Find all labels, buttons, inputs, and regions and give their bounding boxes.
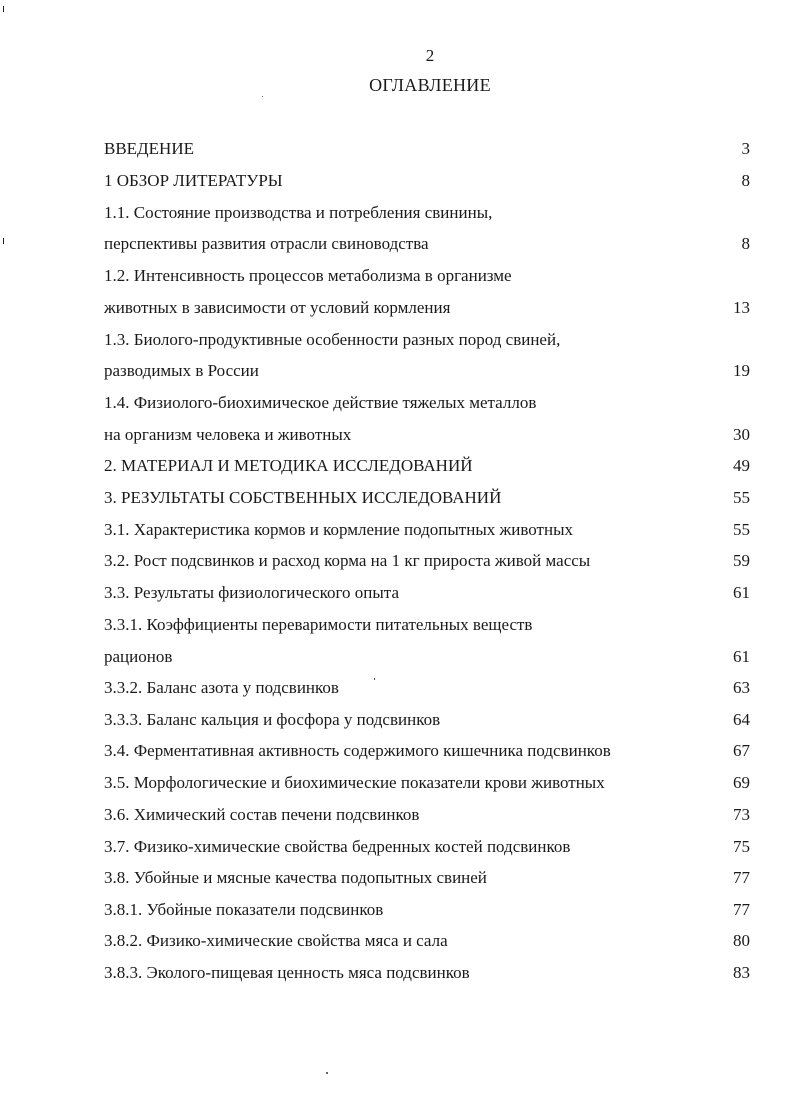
toc-entry-page: 3 xyxy=(741,139,750,158)
toc-entry-text: 3.8.1. Убойные показатели подсвинков xyxy=(104,900,384,919)
toc-entry-text: 3.2. Рост подсвинков и расход корма на 1 кг прироста живой массы xyxy=(104,551,591,570)
toc-entry-text: 3.6. Химический состав печени подсвинков xyxy=(104,805,420,824)
toc-entry-1-1-line-2[interactable] xyxy=(104,232,754,256)
scan-speck xyxy=(262,96,263,97)
toc-entry-page: 75 xyxy=(733,837,750,856)
toc-entry-page: 59 xyxy=(733,551,750,570)
toc-entry-3-5[interactable] xyxy=(104,771,754,795)
toc-entry-3-6[interactable] xyxy=(104,803,754,827)
toc-entry-text: 3.1. Характеристика кормов и кормление подопытных животных xyxy=(104,520,573,539)
toc-entry-1-2-line-2[interactable] xyxy=(104,296,754,320)
toc-entry-text: 3.8.3. Эколого-пищевая ценность мяса подсвинков xyxy=(104,963,470,982)
toc-entry-text: 3. РЕЗУЛЬТАТЫ СОБСТВЕННЫХ ИССЛЕДОВАНИЙ xyxy=(104,488,502,507)
toc-entry-text: 3.4. Ферментативная активность содержимого кишечника подсвинков xyxy=(104,741,611,760)
toc-entry-page: 69 xyxy=(733,773,750,792)
toc-entry-page: 77 xyxy=(733,868,750,887)
toc-entry-page: 55 xyxy=(733,520,750,539)
toc-entry-text: 3.3. Результаты физиологического опыта xyxy=(104,583,399,602)
toc-entry-3-3[interactable] xyxy=(104,581,754,605)
toc-entry-chapter-2[interactable] xyxy=(104,454,754,478)
toc-entry-page: 63 xyxy=(733,678,750,697)
toc-entry-3-3-3[interactable] xyxy=(104,708,754,732)
toc-entry-text: разводимых в России xyxy=(104,361,259,380)
toc-entry-text: 1.3. Биолого-продуктивные особенности разных пород свиней, xyxy=(104,330,561,349)
toc-entry-1-2-line-1[interactable] xyxy=(104,264,754,288)
toc-entry-text: 1.2. Интенсивность процессов метаболизма в организме xyxy=(104,266,512,285)
toc-entry-3-1[interactable] xyxy=(104,518,754,542)
scan-speck xyxy=(326,1072,328,1074)
toc-entry-page: 61 xyxy=(733,583,750,602)
toc-entry-3-8-1[interactable] xyxy=(104,898,754,922)
toc-entry-1-3-line-1[interactable] xyxy=(104,328,754,352)
toc-entry-3-7[interactable] xyxy=(104,835,754,859)
toc-entry-page: 8 xyxy=(741,171,750,190)
toc-entry-text: 3.3.2. Баланс азота у подсвинков xyxy=(104,678,339,697)
toc-entry-page: 8 xyxy=(741,234,750,253)
toc-entry-text: 3.3.1. Коэффициенты переваримости питательных веществ xyxy=(104,615,533,634)
toc-entry-text: ВВЕДЕНИЕ xyxy=(104,139,194,158)
toc-entry-page: 67 xyxy=(733,741,750,760)
scan-edge-mark xyxy=(3,238,4,244)
toc-entry-text: рационов xyxy=(104,647,173,666)
toc-entry-page: 80 xyxy=(733,931,750,950)
toc-entry-chapter-1[interactable] xyxy=(104,169,754,193)
toc-entry-text: животных в зависимости от условий кормления xyxy=(104,298,451,317)
toc-entry-text: 3.8.2. Физико-химические свойства мяса и сала xyxy=(104,931,448,950)
toc-entry-chapter-3[interactable] xyxy=(104,486,754,510)
toc-entry-text: на организм человека и животных xyxy=(104,425,352,444)
toc-entry-page: 73 xyxy=(733,805,750,824)
toc-entry-page: 19 xyxy=(733,361,750,380)
toc-entry-3-4[interactable] xyxy=(104,739,754,763)
toc-entry-page: 77 xyxy=(733,900,750,919)
toc-entry-3-8-2[interactable] xyxy=(104,929,754,953)
toc-entry-page: 64 xyxy=(733,710,750,729)
page-number: 2 xyxy=(425,46,435,65)
toc-entry-page: 13 xyxy=(733,298,750,317)
toc-entry-3-3-1-line-1[interactable] xyxy=(104,613,754,637)
toc-entry-text: 1.4. Физиолого-биохимическое действие тяжелых металлов xyxy=(104,393,537,412)
toc-entry-page: 61 xyxy=(733,647,750,666)
toc-entry-3-2[interactable] xyxy=(104,549,754,573)
toc-entry-page: 30 xyxy=(733,425,750,444)
toc-entry-text: 3.3.3. Баланс кальция и фосфора у подсвинков xyxy=(104,710,441,729)
toc-entry-1-1-line-1[interactable] xyxy=(104,201,754,225)
toc-entry-1-3-line-2[interactable] xyxy=(104,359,754,383)
toc-entry-page: 49 xyxy=(733,456,750,475)
toc-title: ОГЛАВЛЕНИЕ xyxy=(369,75,491,95)
toc-entry-text: 1.1. Состояние производства и потребления свинины, xyxy=(104,203,493,222)
toc-entry-text: 2. МАТЕРИАЛ И МЕТОДИКА ИССЛЕДОВАНИЙ xyxy=(104,456,473,475)
scan-edge-mark xyxy=(3,6,4,12)
toc-entry-3-8[interactable] xyxy=(104,866,754,890)
toc-entry-3-3-1-line-2[interactable] xyxy=(104,645,754,669)
toc-entry-3-8-3[interactable] xyxy=(104,961,754,985)
toc-entry-text: 3.8. Убойные и мясные качества подопытных свиней xyxy=(104,868,487,887)
toc-entry-3-3-2[interactable] xyxy=(104,676,754,700)
toc-entry-1-4-line-2[interactable] xyxy=(104,423,754,447)
toc-entry-1-4-line-1[interactable] xyxy=(104,391,754,415)
toc-entry-page: 83 xyxy=(733,963,750,982)
toc-entry-text: 1 ОБЗОР ЛИТЕРАТУРЫ xyxy=(104,171,283,190)
toc-entry-page: 55 xyxy=(733,488,750,507)
toc-entry-text: 3.7. Физико-химические свойства бедренных костей подсвинков xyxy=(104,837,571,856)
toc-entry-text: перспективы развития отрасли свиноводства xyxy=(104,234,429,253)
toc-entry-text: 3.5. Морфологические и биохимические показатели крови животных xyxy=(104,773,605,792)
toc-entry-introduction[interactable] xyxy=(104,137,754,161)
